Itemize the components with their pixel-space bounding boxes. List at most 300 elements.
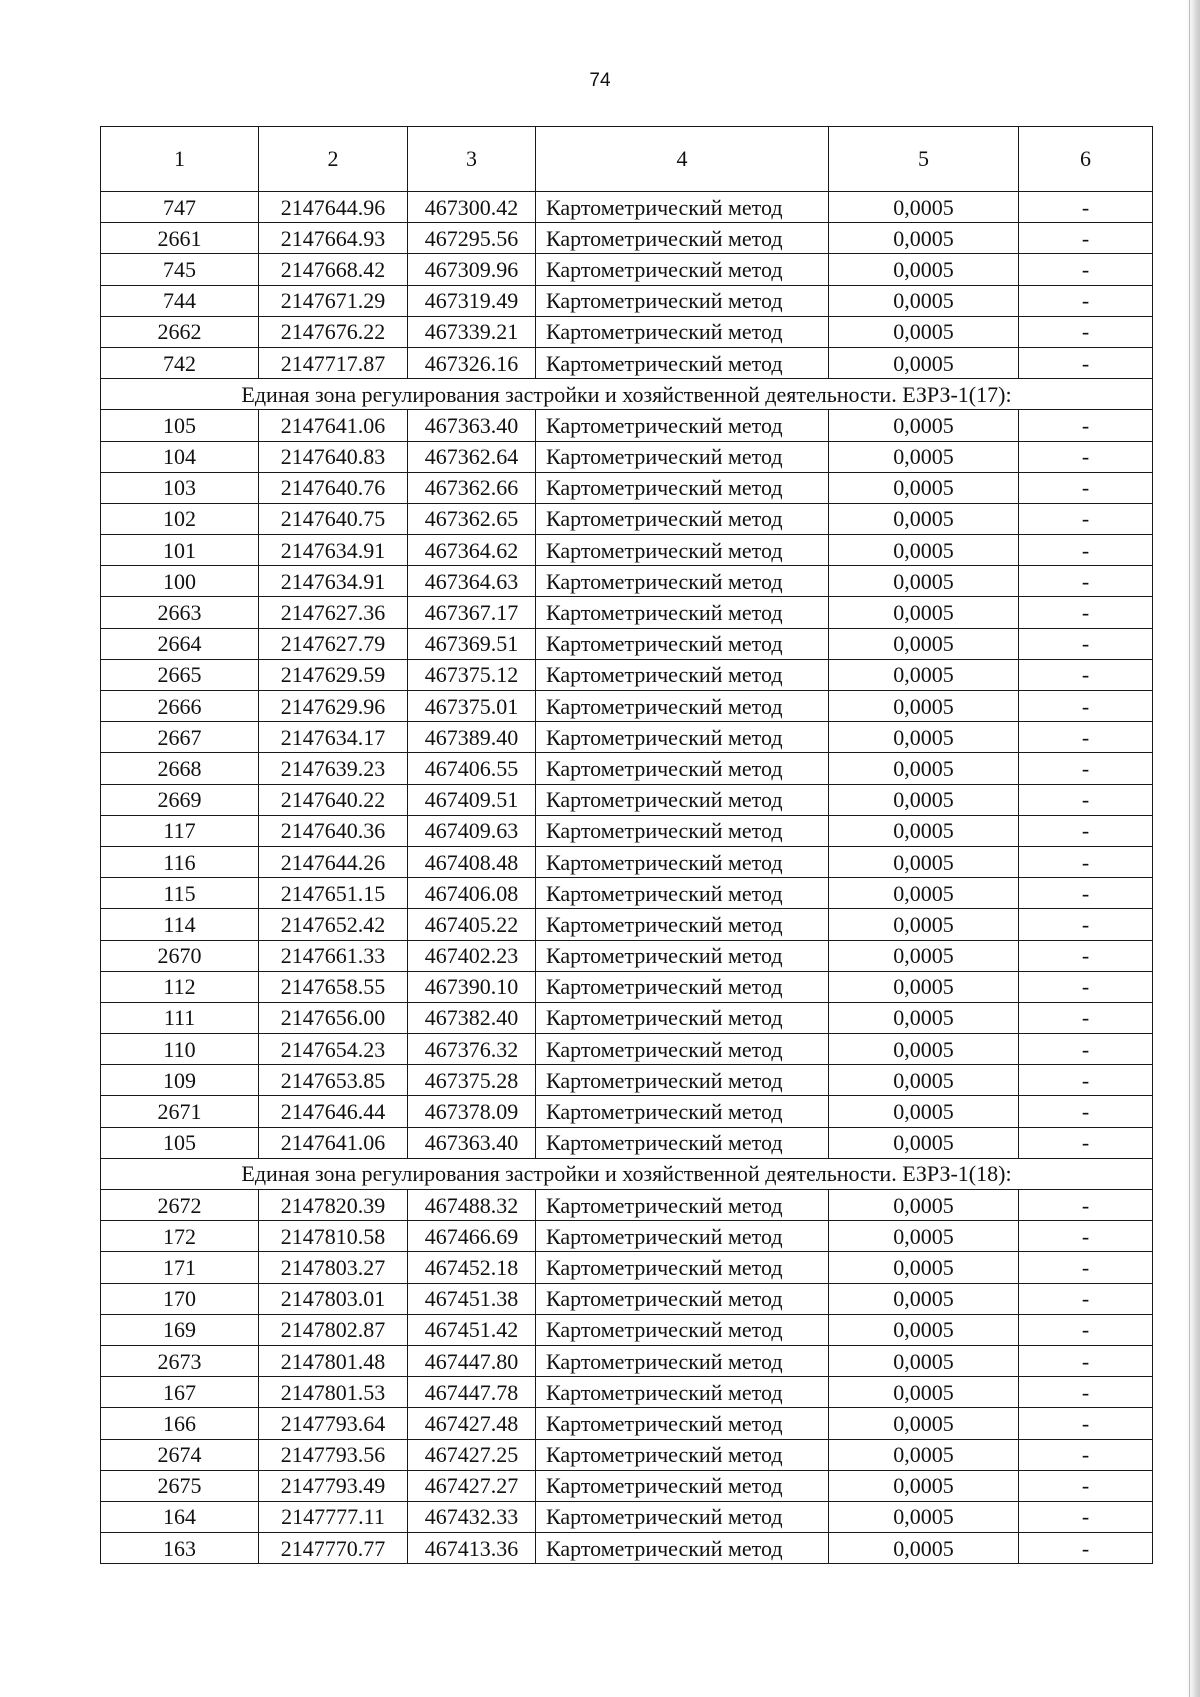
note-cell: - — [1019, 316, 1153, 347]
method-cell: Картометрический метод — [536, 1314, 829, 1345]
table-row — [101, 347, 1153, 378]
y-coordinate-cell: 467427.48 — [408, 1408, 536, 1439]
x-coordinate-cell: 2147641.06 — [259, 410, 408, 441]
point-number-cell: 101 — [101, 535, 259, 566]
x-coordinate-cell: 2147640.22 — [259, 784, 408, 815]
point-number-cell: 2668 — [101, 753, 259, 784]
method-cell: Картометрический метод — [536, 691, 829, 722]
note-cell: - — [1019, 441, 1153, 472]
point-number-cell: 2666 — [101, 691, 259, 722]
method-cell: Картометрический метод — [536, 1034, 829, 1065]
note-cell: - — [1019, 192, 1153, 223]
note-cell: - — [1019, 1190, 1153, 1221]
note-cell: - — [1019, 472, 1153, 503]
y-coordinate-cell: 467378.09 — [408, 1096, 536, 1127]
point-number-cell: 116 — [101, 846, 259, 877]
point-number-cell: 2663 — [101, 597, 259, 628]
note-cell: - — [1019, 1345, 1153, 1376]
note-cell: - — [1019, 1314, 1153, 1345]
note-cell: - — [1019, 628, 1153, 659]
table-row — [101, 722, 1153, 753]
x-coordinate-cell: 2147658.55 — [259, 971, 408, 1002]
method-cell: Картометрический метод — [536, 410, 829, 441]
table-row — [101, 1190, 1153, 1221]
y-coordinate-cell: 467390.10 — [408, 971, 536, 1002]
accuracy-cell: 0,0005 — [829, 1314, 1019, 1345]
accuracy-cell: 0,0005 — [829, 1002, 1019, 1033]
accuracy-cell: 0,0005 — [829, 566, 1019, 597]
accuracy-cell: 0,0005 — [829, 472, 1019, 503]
x-coordinate-cell: 2147803.01 — [259, 1283, 408, 1314]
y-coordinate-cell: 467406.08 — [408, 878, 536, 909]
point-number-cell: 167 — [101, 1377, 259, 1408]
x-coordinate-cell: 2147793.56 — [259, 1439, 408, 1470]
accuracy-cell: 0,0005 — [829, 753, 1019, 784]
x-coordinate-cell: 2147717.87 — [259, 347, 408, 378]
point-number-cell: 2664 — [101, 628, 259, 659]
point-number-cell: 744 — [101, 285, 259, 316]
y-coordinate-cell: 467409.63 — [408, 815, 536, 846]
point-number-cell: 172 — [101, 1221, 259, 1252]
x-coordinate-cell: 2147668.42 — [259, 254, 408, 285]
accuracy-cell: 0,0005 — [829, 784, 1019, 815]
y-coordinate-cell: 467376.32 — [408, 1034, 536, 1065]
table-row — [101, 846, 1153, 877]
section-title: Единая зона регулирования застройки и хозяйственной деятельности. ЕЗРЗ-1(17): — [101, 379, 1153, 410]
table-row — [101, 815, 1153, 846]
y-coordinate-cell: 467432.33 — [408, 1501, 536, 1532]
y-coordinate-cell: 467375.01 — [408, 691, 536, 722]
method-cell: Картометрический метод — [536, 254, 829, 285]
table-row — [101, 316, 1153, 347]
accuracy-cell: 0,0005 — [829, 1252, 1019, 1283]
note-cell: - — [1019, 1065, 1153, 1096]
accuracy-cell: 0,0005 — [829, 347, 1019, 378]
accuracy-cell: 0,0005 — [829, 192, 1019, 223]
note-cell: - — [1019, 1408, 1153, 1439]
note-cell: - — [1019, 1501, 1153, 1532]
x-coordinate-cell: 2147639.23 — [259, 753, 408, 784]
method-cell: Картометрический метод — [536, 441, 829, 472]
table-row — [101, 254, 1153, 285]
table-row — [101, 1533, 1153, 1564]
accuracy-cell: 0,0005 — [829, 441, 1019, 472]
x-coordinate-cell: 2147640.75 — [259, 503, 408, 534]
accuracy-cell: 0,0005 — [829, 878, 1019, 909]
method-cell: Картометрический метод — [536, 1501, 829, 1532]
section-row — [101, 1158, 1153, 1189]
y-coordinate-cell: 467319.49 — [408, 285, 536, 316]
note-cell: - — [1019, 535, 1153, 566]
table-row — [101, 784, 1153, 815]
y-coordinate-cell: 467409.51 — [408, 784, 536, 815]
table-row — [101, 1345, 1153, 1376]
method-cell: Картометрический метод — [536, 628, 829, 659]
note-cell: - — [1019, 1252, 1153, 1283]
y-coordinate-cell: 467375.28 — [408, 1065, 536, 1096]
accuracy-cell: 0,0005 — [829, 628, 1019, 659]
point-number-cell: 114 — [101, 909, 259, 940]
method-cell: Картометрический метод — [536, 1377, 829, 1408]
accuracy-cell: 0,0005 — [829, 1034, 1019, 1065]
point-number-cell: 2671 — [101, 1096, 259, 1127]
table-row — [101, 1096, 1153, 1127]
y-coordinate-cell: 467447.78 — [408, 1377, 536, 1408]
coordinates-table — [100, 126, 1153, 1564]
x-coordinate-cell: 2147634.91 — [259, 566, 408, 597]
x-coordinate-cell: 2147654.23 — [259, 1034, 408, 1065]
y-coordinate-cell: 467375.12 — [408, 659, 536, 690]
table-row — [101, 909, 1153, 940]
note-cell: - — [1019, 223, 1153, 254]
point-number-cell: 2675 — [101, 1470, 259, 1501]
point-number-cell: 111 — [101, 1002, 259, 1033]
table-row — [101, 1127, 1153, 1158]
point-number-cell: 2667 — [101, 722, 259, 753]
accuracy-cell: 0,0005 — [829, 1127, 1019, 1158]
accuracy-cell: 0,0005 — [829, 1283, 1019, 1314]
accuracy-cell: 0,0005 — [829, 815, 1019, 846]
note-cell: - — [1019, 347, 1153, 378]
table-row — [101, 940, 1153, 971]
point-number-cell: 104 — [101, 441, 259, 472]
point-number-cell: 117 — [101, 815, 259, 846]
y-coordinate-cell: 467452.18 — [408, 1252, 536, 1283]
note-cell: - — [1019, 722, 1153, 753]
column-header: 5 — [829, 127, 1019, 192]
method-cell: Картометрический метод — [536, 753, 829, 784]
table-row — [101, 1034, 1153, 1065]
y-coordinate-cell: 467309.96 — [408, 254, 536, 285]
y-coordinate-cell: 467369.51 — [408, 628, 536, 659]
y-coordinate-cell: 467408.48 — [408, 846, 536, 877]
y-coordinate-cell: 467295.56 — [408, 223, 536, 254]
table-row — [101, 691, 1153, 722]
note-cell: - — [1019, 1377, 1153, 1408]
y-coordinate-cell: 467488.32 — [408, 1190, 536, 1221]
y-coordinate-cell: 467405.22 — [408, 909, 536, 940]
accuracy-cell: 0,0005 — [829, 597, 1019, 628]
x-coordinate-cell: 2147652.42 — [259, 909, 408, 940]
note-cell: - — [1019, 909, 1153, 940]
x-coordinate-cell: 2147803.27 — [259, 1252, 408, 1283]
table-row — [101, 878, 1153, 909]
section-title: Единая зона регулирования застройки и хозяйственной деятельности. ЕЗРЗ-1(18): — [101, 1158, 1153, 1189]
table-row — [101, 192, 1153, 223]
y-coordinate-cell: 467451.42 — [408, 1314, 536, 1345]
accuracy-cell: 0,0005 — [829, 846, 1019, 877]
table-row — [101, 971, 1153, 1002]
point-number-cell: 105 — [101, 410, 259, 441]
point-number-cell: 2673 — [101, 1345, 259, 1376]
column-header: 2 — [259, 127, 408, 192]
accuracy-cell: 0,0005 — [829, 1533, 1019, 1564]
point-number-cell: 115 — [101, 878, 259, 909]
column-header: 6 — [1019, 127, 1153, 192]
y-coordinate-cell: 467406.55 — [408, 753, 536, 784]
x-coordinate-cell: 2147820.39 — [259, 1190, 408, 1221]
table-row — [101, 1470, 1153, 1501]
y-coordinate-cell: 467402.23 — [408, 940, 536, 971]
point-number-cell: 110 — [101, 1034, 259, 1065]
x-coordinate-cell: 2147640.36 — [259, 815, 408, 846]
table-row — [101, 1501, 1153, 1532]
x-coordinate-cell: 2147777.11 — [259, 1501, 408, 1532]
table-row — [101, 285, 1153, 316]
table-row — [101, 410, 1153, 441]
x-coordinate-cell: 2147651.15 — [259, 878, 408, 909]
x-coordinate-cell: 2147627.79 — [259, 628, 408, 659]
y-coordinate-cell: 467362.64 — [408, 441, 536, 472]
x-coordinate-cell: 2147801.48 — [259, 1345, 408, 1376]
point-number-cell: 102 — [101, 503, 259, 534]
accuracy-cell: 0,0005 — [829, 1221, 1019, 1252]
point-number-cell: 103 — [101, 472, 259, 503]
method-cell: Картометрический метод — [536, 472, 829, 503]
point-number-cell: 100 — [101, 566, 259, 597]
y-coordinate-cell: 467427.25 — [408, 1439, 536, 1470]
method-cell: Картометрический метод — [536, 1190, 829, 1221]
y-coordinate-cell: 467300.42 — [408, 192, 536, 223]
x-coordinate-cell: 2147793.64 — [259, 1408, 408, 1439]
table-row — [101, 1065, 1153, 1096]
x-coordinate-cell: 2147770.77 — [259, 1533, 408, 1564]
method-cell: Картометрический метод — [536, 566, 829, 597]
y-coordinate-cell: 467382.40 — [408, 1002, 536, 1033]
x-coordinate-cell: 2147629.59 — [259, 659, 408, 690]
x-coordinate-cell: 2147634.17 — [259, 722, 408, 753]
accuracy-cell: 0,0005 — [829, 1065, 1019, 1096]
header-row — [101, 127, 1153, 192]
method-cell: Картометрический метод — [536, 1533, 829, 1564]
table-row — [101, 1002, 1153, 1033]
point-number-cell: 2672 — [101, 1190, 259, 1221]
y-coordinate-cell: 467364.62 — [408, 535, 536, 566]
x-coordinate-cell: 2147644.96 — [259, 192, 408, 223]
y-coordinate-cell: 467364.63 — [408, 566, 536, 597]
method-cell: Картометрический метод — [536, 1252, 829, 1283]
y-coordinate-cell: 467363.40 — [408, 1127, 536, 1158]
accuracy-cell: 0,0005 — [829, 691, 1019, 722]
table-row — [101, 1408, 1153, 1439]
point-number-cell: 169 — [101, 1314, 259, 1345]
x-coordinate-cell: 2147646.44 — [259, 1096, 408, 1127]
method-cell: Картометрический метод — [536, 597, 829, 628]
method-cell: Картометрический метод — [536, 1002, 829, 1033]
table-header — [101, 127, 1153, 192]
x-coordinate-cell: 2147810.58 — [259, 1221, 408, 1252]
table-row — [101, 597, 1153, 628]
y-coordinate-cell: 467326.16 — [408, 347, 536, 378]
y-coordinate-cell: 467339.21 — [408, 316, 536, 347]
note-cell: - — [1019, 971, 1153, 1002]
accuracy-cell: 0,0005 — [829, 503, 1019, 534]
note-cell: - — [1019, 940, 1153, 971]
method-cell: Картометрический метод — [536, 909, 829, 940]
method-cell: Картометрический метод — [536, 223, 829, 254]
note-cell: - — [1019, 410, 1153, 441]
accuracy-cell: 0,0005 — [829, 1439, 1019, 1470]
note-cell: - — [1019, 1127, 1153, 1158]
method-cell: Картометрический метод — [536, 659, 829, 690]
point-number-cell: 2665 — [101, 659, 259, 690]
point-number-cell: 164 — [101, 1501, 259, 1532]
note-cell: - — [1019, 254, 1153, 285]
note-cell: - — [1019, 659, 1153, 690]
x-coordinate-cell: 2147634.91 — [259, 535, 408, 566]
y-coordinate-cell: 467413.36 — [408, 1533, 536, 1564]
method-cell: Картометрический метод — [536, 1127, 829, 1158]
note-cell: - — [1019, 285, 1153, 316]
table-row — [101, 566, 1153, 597]
method-cell: Картометрический метод — [536, 192, 829, 223]
table-row — [101, 1377, 1153, 1408]
note-cell: - — [1019, 566, 1153, 597]
x-coordinate-cell: 2147627.36 — [259, 597, 408, 628]
accuracy-cell: 0,0005 — [829, 1470, 1019, 1501]
note-cell: - — [1019, 1096, 1153, 1127]
point-number-cell: 171 — [101, 1252, 259, 1283]
point-number-cell: 2662 — [101, 316, 259, 347]
accuracy-cell: 0,0005 — [829, 971, 1019, 1002]
x-coordinate-cell: 2147676.22 — [259, 316, 408, 347]
table-row — [101, 535, 1153, 566]
method-cell: Картометрический метод — [536, 1221, 829, 1252]
method-cell: Картометрический метод — [536, 878, 829, 909]
note-cell: - — [1019, 1439, 1153, 1470]
method-cell: Картометрический метод — [536, 1408, 829, 1439]
note-cell: - — [1019, 1470, 1153, 1501]
accuracy-cell: 0,0005 — [829, 410, 1019, 441]
accuracy-cell: 0,0005 — [829, 316, 1019, 347]
note-cell: - — [1019, 1533, 1153, 1564]
note-cell: - — [1019, 878, 1153, 909]
point-number-cell: 109 — [101, 1065, 259, 1096]
method-cell: Картометрический метод — [536, 1345, 829, 1376]
accuracy-cell: 0,0005 — [829, 1377, 1019, 1408]
table-row — [101, 1252, 1153, 1283]
y-coordinate-cell: 467367.17 — [408, 597, 536, 628]
accuracy-cell: 0,0005 — [829, 659, 1019, 690]
method-cell: Картометрический метод — [536, 1439, 829, 1470]
x-coordinate-cell: 2147661.33 — [259, 940, 408, 971]
table-row — [101, 1314, 1153, 1345]
method-cell: Картометрический метод — [536, 1096, 829, 1127]
accuracy-cell: 0,0005 — [829, 1096, 1019, 1127]
y-coordinate-cell: 467363.40 — [408, 410, 536, 441]
y-coordinate-cell: 467451.38 — [408, 1283, 536, 1314]
method-cell: Картометрический метод — [536, 815, 829, 846]
point-number-cell: 745 — [101, 254, 259, 285]
table-row — [101, 753, 1153, 784]
x-coordinate-cell: 2147671.29 — [259, 285, 408, 316]
x-coordinate-cell: 2147793.49 — [259, 1470, 408, 1501]
scan-edge-line — [1189, 0, 1190, 1697]
table-row — [101, 1221, 1153, 1252]
accuracy-cell: 0,0005 — [829, 1345, 1019, 1376]
column-header: 3 — [408, 127, 536, 192]
method-cell: Картометрический метод — [536, 535, 829, 566]
column-header: 1 — [101, 127, 259, 192]
method-cell: Картометрический метод — [536, 846, 829, 877]
x-coordinate-cell: 2147656.00 — [259, 1002, 408, 1033]
table-row — [101, 1283, 1153, 1314]
x-coordinate-cell: 2147641.06 — [259, 1127, 408, 1158]
point-number-cell: 170 — [101, 1283, 259, 1314]
method-cell: Картометрический метод — [536, 971, 829, 1002]
point-number-cell: 112 — [101, 971, 259, 1002]
column-header: 4 — [536, 127, 829, 192]
x-coordinate-cell: 2147629.96 — [259, 691, 408, 722]
y-coordinate-cell: 467466.69 — [408, 1221, 536, 1252]
note-cell: - — [1019, 597, 1153, 628]
point-number-cell: 747 — [101, 192, 259, 223]
note-cell: - — [1019, 1283, 1153, 1314]
point-number-cell: 2674 — [101, 1439, 259, 1470]
point-number-cell: 2670 — [101, 940, 259, 971]
table-row — [101, 223, 1153, 254]
method-cell: Картометрический метод — [536, 722, 829, 753]
x-coordinate-cell: 2147664.93 — [259, 223, 408, 254]
x-coordinate-cell: 2147801.53 — [259, 1377, 408, 1408]
y-coordinate-cell: 467362.66 — [408, 472, 536, 503]
method-cell: Картометрический метод — [536, 940, 829, 971]
y-coordinate-cell: 467427.27 — [408, 1470, 536, 1501]
x-coordinate-cell: 2147644.26 — [259, 846, 408, 877]
x-coordinate-cell: 2147653.85 — [259, 1065, 408, 1096]
point-number-cell: 163 — [101, 1533, 259, 1564]
accuracy-cell: 0,0005 — [829, 223, 1019, 254]
x-coordinate-cell: 2147640.83 — [259, 441, 408, 472]
accuracy-cell: 0,0005 — [829, 285, 1019, 316]
note-cell: - — [1019, 784, 1153, 815]
accuracy-cell: 0,0005 — [829, 1501, 1019, 1532]
point-number-cell: 2669 — [101, 784, 259, 815]
method-cell: Картометрический метод — [536, 1065, 829, 1096]
section-row — [101, 379, 1153, 410]
method-cell: Картометрический метод — [536, 1470, 829, 1501]
note-cell: - — [1019, 691, 1153, 722]
note-cell: - — [1019, 503, 1153, 534]
accuracy-cell: 0,0005 — [829, 722, 1019, 753]
page-number: 74 — [589, 70, 611, 91]
point-number-cell: 2661 — [101, 223, 259, 254]
table-row — [101, 441, 1153, 472]
method-cell: Картометрический метод — [536, 316, 829, 347]
method-cell: Картометрический метод — [536, 347, 829, 378]
x-coordinate-cell: 2147802.87 — [259, 1314, 408, 1345]
y-coordinate-cell: 467447.80 — [408, 1345, 536, 1376]
method-cell: Картометрический метод — [536, 784, 829, 815]
accuracy-cell: 0,0005 — [829, 909, 1019, 940]
accuracy-cell: 0,0005 — [829, 535, 1019, 566]
accuracy-cell: 0,0005 — [829, 254, 1019, 285]
accuracy-cell: 0,0005 — [829, 1190, 1019, 1221]
method-cell: Картометрический метод — [536, 1283, 829, 1314]
accuracy-cell: 0,0005 — [829, 1408, 1019, 1439]
method-cell: Картометрический метод — [536, 503, 829, 534]
note-cell: - — [1019, 1221, 1153, 1252]
y-coordinate-cell: 467362.65 — [408, 503, 536, 534]
table-row — [101, 659, 1153, 690]
note-cell: - — [1019, 815, 1153, 846]
y-coordinate-cell: 467389.40 — [408, 722, 536, 753]
table-body — [101, 192, 1153, 1564]
note-cell: - — [1019, 1002, 1153, 1033]
note-cell: - — [1019, 1034, 1153, 1065]
point-number-cell: 166 — [101, 1408, 259, 1439]
note-cell: - — [1019, 846, 1153, 877]
